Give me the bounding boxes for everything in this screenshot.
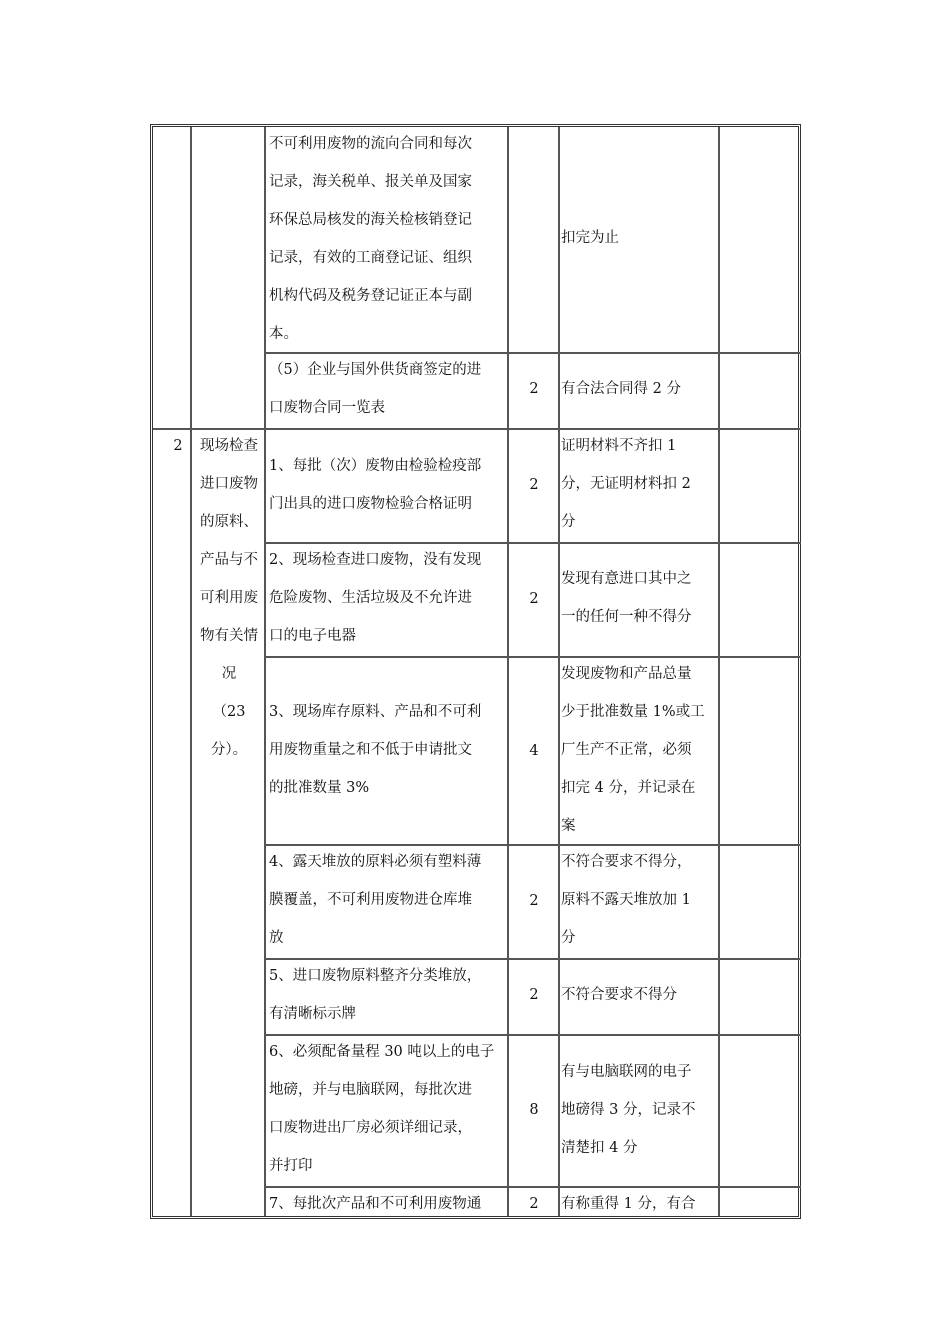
- text-line: 扣完 4 分，并记录在: [561, 780, 696, 796]
- item-5-score-cell: [510, 370, 558, 408]
- text-line: 原料不露天堆放加 1: [561, 892, 691, 908]
- row-6-content-cell: [269, 1033, 505, 1185]
- row-divider: [266, 656, 801, 658]
- text-line: 本。: [269, 326, 298, 342]
- text-line: 不符合要求不得分，: [561, 854, 692, 870]
- row-1-criteria-cell: [561, 427, 717, 541]
- text-line: 用废物重量之和不低于申请批文: [269, 742, 472, 758]
- text-line: 记录，有效的工商登记证、组织: [269, 250, 472, 266]
- row-5-content-cell: [269, 957, 505, 1033]
- text-line: 分）。: [210, 742, 248, 758]
- text-line: （23: [212, 704, 246, 720]
- text-line: 地磅，并与电脑联网，每批次进: [269, 1082, 472, 1098]
- text-line: 少于批准数量 1%或工: [561, 704, 705, 720]
- score-value: 2: [529, 1196, 539, 1212]
- text-line: 的原料、: [200, 514, 258, 530]
- text-line: 地磅得 3 分，记录不: [561, 1102, 696, 1118]
- row-2-criteria-cell: [561, 560, 717, 636]
- section-2-title-cell: [193, 427, 265, 769]
- text-line: 一的任何一种不得分: [561, 609, 692, 625]
- column-divider: [507, 127, 509, 1216]
- text-line: 门出具的进口废物检验合格证明: [269, 496, 472, 512]
- text-line: 6、必须配备量程 30 吨以上的电子: [269, 1044, 495, 1060]
- column-divider: [718, 127, 720, 1216]
- text-line: 口废物进出厂房必须详细记录，: [269, 1120, 472, 1136]
- text-line: 分，无证明材料扣 2: [561, 476, 691, 492]
- text-line: 发现废物和产品总量: [561, 666, 692, 682]
- section-number: 2: [173, 438, 183, 454]
- text-line: 并打印: [269, 1158, 313, 1174]
- score-value: 2: [529, 591, 539, 607]
- text-line: 记录，海关税单、报关单及国家: [269, 174, 472, 190]
- text-line: 不可利用废物的流向合同和每次: [269, 136, 472, 152]
- text-line: 放: [269, 930, 284, 946]
- text-line: 分: [561, 930, 576, 946]
- score-value: 2: [529, 987, 539, 1003]
- score-value: 2: [529, 381, 539, 397]
- row-4-criteria-cell: [561, 843, 717, 957]
- text-line: 案: [561, 818, 576, 834]
- row-3-criteria-cell: [561, 655, 717, 845]
- text-line: 环保总局核发的海关检核销登记: [269, 212, 472, 228]
- text-line: 清楚扣 4 分: [561, 1140, 638, 1156]
- row-7-score-cell: [510, 1185, 558, 1223]
- text-line: 有合法合同得 2 分: [561, 381, 681, 397]
- text-line: 3、现场库存原料、产品和不可利: [269, 704, 482, 720]
- continued-content-cell: [269, 125, 505, 353]
- row-4-score-cell: [510, 882, 558, 920]
- row-3-content-cell: [269, 693, 505, 807]
- row-1-score-cell: [510, 466, 558, 504]
- column-divider: [190, 127, 192, 1216]
- text-line: 厂生产不正常，必须: [561, 742, 692, 758]
- text-line: 产品与不: [200, 552, 258, 568]
- text-line: 不符合要求不得分: [561, 987, 677, 1003]
- text-line: 扣完为止: [561, 230, 619, 246]
- section-2-number-cell: [168, 427, 188, 465]
- row-4-content-cell: [269, 843, 505, 957]
- text-line: 危险废物、生活垃圾及不允许进: [269, 590, 472, 606]
- row-1-content-cell: [269, 447, 505, 523]
- row-2-content-cell: [269, 541, 505, 655]
- text-line: 的批准数量 3%: [269, 780, 370, 796]
- text-line: 有清晰标示牌: [269, 1006, 356, 1022]
- text-line: 口的电子电器: [269, 628, 356, 644]
- evaluation-table: [150, 124, 801, 1219]
- score-value: 4: [529, 743, 539, 759]
- row-7-content-cell: [269, 1185, 505, 1223]
- text-line: 5、进口废物原料整齐分类堆放，: [269, 968, 482, 984]
- text-line: （5）企业与国外供货商签定的进: [269, 362, 482, 378]
- text-line: 证明材料不齐扣 1: [561, 438, 677, 454]
- row-6-score-cell: [510, 1091, 558, 1129]
- text-line: 进口废物: [200, 476, 258, 492]
- row-5-score-cell: [510, 976, 558, 1014]
- score-value: 2: [529, 477, 539, 493]
- text-line: 分: [561, 514, 576, 530]
- text-line: 1、每批（次）废物由检验检疫部: [269, 458, 482, 474]
- text-line: 现场检查: [200, 438, 258, 454]
- text-line: 发现有意进口其中之: [561, 571, 692, 587]
- text-line: 7、每批次产品和不可利用废物通: [269, 1196, 482, 1212]
- row-3-score-cell: [510, 732, 558, 770]
- item-5-content-cell: [269, 351, 505, 427]
- text-line: 4、露天堆放的原料必须有塑料薄: [269, 854, 482, 870]
- column-divider: [558, 127, 560, 1216]
- text-line: 物有关情: [200, 628, 258, 644]
- text-line: 2、现场检查进口废物，没有发现: [269, 552, 482, 568]
- row-5-criteria-cell: [561, 976, 717, 1014]
- row-2-score-cell: [510, 580, 558, 618]
- text-line: 有与电脑联网的电子: [561, 1064, 692, 1080]
- text-line: 膜覆盖，不可利用废物进仓库堆: [269, 892, 472, 908]
- continued-criteria-cell: [561, 219, 717, 257]
- text-line: 可利用废: [200, 590, 258, 606]
- text-line: 况: [221, 666, 237, 682]
- row-7-criteria-cell: [561, 1185, 717, 1223]
- text-line: 机构代码及税务登记证正本与副: [269, 288, 472, 304]
- score-value: 8: [529, 1102, 539, 1118]
- score-value: 2: [529, 893, 539, 909]
- row-6-criteria-cell: [561, 1053, 717, 1167]
- item-5-criteria-cell: [561, 370, 717, 408]
- text-line: 口废物合同一览表: [269, 400, 385, 416]
- text-line: 有称重得 1 分，有合: [561, 1196, 696, 1212]
